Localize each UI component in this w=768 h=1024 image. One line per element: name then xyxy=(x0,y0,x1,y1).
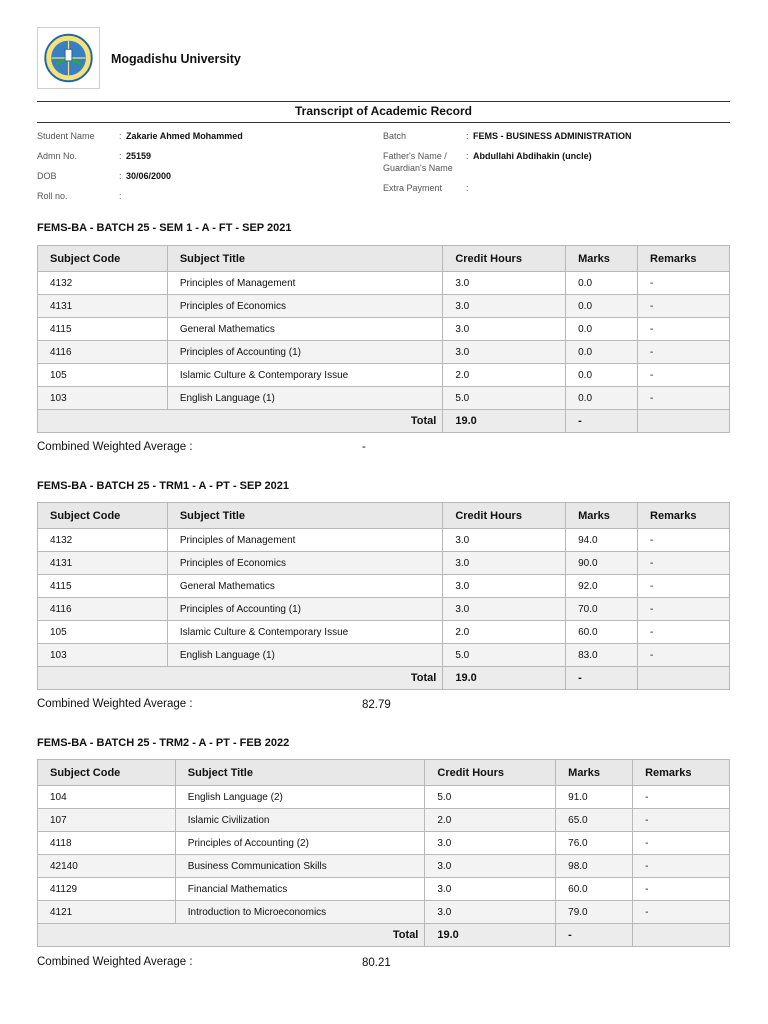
total-marks: - xyxy=(566,410,638,433)
university-name: Mogadishu University xyxy=(111,52,241,66)
table-row xyxy=(38,364,730,387)
total-row xyxy=(38,410,730,433)
marks: 70.0 xyxy=(566,598,638,621)
table-header-row xyxy=(38,760,730,786)
table-row xyxy=(38,575,730,598)
cwa-value: - xyxy=(362,441,366,453)
colon: : xyxy=(466,151,469,161)
remarks: - xyxy=(633,809,730,832)
table-header-row xyxy=(38,246,730,272)
subject-title: Principles of Accounting (1) xyxy=(167,341,443,364)
colon: : xyxy=(466,131,469,141)
guardian-label-line1: Father's Name / xyxy=(383,151,447,161)
dob-value: 30/06/2000 xyxy=(126,171,172,181)
subject-code: 4132 xyxy=(38,272,168,295)
col-header-credit-hours: Credit Hours xyxy=(443,503,566,529)
subject-title: Principles of Economics xyxy=(167,552,443,575)
table-row xyxy=(38,621,730,644)
subject-title: Introduction to Microeconomics xyxy=(175,901,425,924)
total-marks: - xyxy=(566,667,638,690)
subject-code: 4116 xyxy=(38,598,168,621)
cwa-label: Combined Weighted Average : xyxy=(37,956,193,968)
subject-code: 105 xyxy=(38,621,168,644)
marks: 0.0 xyxy=(566,272,638,295)
col-header-credit-hours: Credit Hours xyxy=(425,760,556,786)
marks: 94.0 xyxy=(566,529,638,552)
table-row xyxy=(38,878,730,901)
subject-code: 4116 xyxy=(38,341,168,364)
marks: 0.0 xyxy=(566,318,638,341)
cwa-label: Combined Weighted Average : xyxy=(37,698,193,710)
subject-title: Islamic Culture & Contemporary Issue xyxy=(167,364,443,387)
table-row xyxy=(38,832,730,855)
remarks: - xyxy=(638,364,730,387)
credit-hours: 3.0 xyxy=(443,295,566,318)
marks: 90.0 xyxy=(566,552,638,575)
subject-title: Financial Mathematics xyxy=(175,878,425,901)
col-header-marks: Marks xyxy=(566,503,638,529)
extra-payment-label: Extra Payment xyxy=(383,183,443,193)
subject-title: Principles of Management xyxy=(167,529,443,552)
col-header-subject-title: Subject Title xyxy=(175,760,425,786)
total-label: Total xyxy=(38,924,425,947)
total-credit-hours: 19.0 xyxy=(425,924,556,947)
semester-heading: FEMS-BA - BATCH 25 - SEM 1 - A - FT - SEP 2021 xyxy=(37,222,292,234)
total-remarks xyxy=(638,667,730,690)
subject-code: 4115 xyxy=(38,575,168,598)
credit-hours: 3.0 xyxy=(425,855,556,878)
marks: 0.0 xyxy=(566,387,638,410)
table-row xyxy=(38,295,730,318)
credit-hours: 3.0 xyxy=(425,878,556,901)
credit-hours: 3.0 xyxy=(443,598,566,621)
subject-code: 4121 xyxy=(38,901,176,924)
total-remarks xyxy=(638,410,730,433)
marks: 0.0 xyxy=(566,341,638,364)
roll-label: Roll no. xyxy=(37,191,68,201)
university-logo-seal-icon xyxy=(37,27,100,89)
marks: 65.0 xyxy=(556,809,633,832)
marks: 79.0 xyxy=(556,901,633,924)
credit-hours: 3.0 xyxy=(443,341,566,364)
remarks: - xyxy=(638,644,730,667)
subject-title: Principles of Economics xyxy=(167,295,443,318)
marks: 0.0 xyxy=(566,295,638,318)
total-label: Total xyxy=(38,667,443,690)
subject-title: Principles of Management xyxy=(167,272,443,295)
colon: : xyxy=(119,171,122,181)
total-remarks xyxy=(633,924,730,947)
grades-table-trm1 xyxy=(37,502,730,690)
subject-title: English Language (1) xyxy=(167,644,443,667)
student-info-right xyxy=(383,131,730,211)
marks: 0.0 xyxy=(566,364,638,387)
remarks: - xyxy=(638,387,730,410)
cwa-value: 82.79 xyxy=(362,699,391,711)
col-header-marks: Marks xyxy=(556,760,633,786)
subject-title: English Language (2) xyxy=(175,786,425,809)
total-row xyxy=(38,924,730,947)
subject-title: English Language (1) xyxy=(167,387,443,410)
remarks: - xyxy=(633,878,730,901)
subject-code: 107 xyxy=(38,809,176,832)
marks: 83.0 xyxy=(566,644,638,667)
credit-hours: 3.0 xyxy=(443,318,566,341)
credit-hours: 3.0 xyxy=(443,575,566,598)
table-row xyxy=(38,855,730,878)
grades-table-trm2 xyxy=(37,759,730,947)
semester-heading: FEMS-BA - BATCH 25 - TRM2 - A - PT - FEB 2022 xyxy=(37,737,290,749)
table-row xyxy=(38,552,730,575)
subject-code: 104 xyxy=(38,786,176,809)
col-header-subject-code: Subject Code xyxy=(38,503,168,529)
subject-code: 4115 xyxy=(38,318,168,341)
col-header-credit-hours: Credit Hours xyxy=(443,246,566,272)
col-header-subject-code: Subject Code xyxy=(38,246,168,272)
credit-hours: 2.0 xyxy=(425,809,556,832)
header-rule-bottom xyxy=(37,122,730,123)
colon: : xyxy=(119,151,122,161)
marks: 91.0 xyxy=(556,786,633,809)
remarks: - xyxy=(633,832,730,855)
guardian-value: Abdullahi Abdihakin (uncle) xyxy=(473,151,592,161)
semester-heading: FEMS-BA - BATCH 25 - TRM1 - A - PT - SEP 2021 xyxy=(37,480,290,492)
table-row xyxy=(38,272,730,295)
remarks: - xyxy=(638,552,730,575)
col-header-subject-title: Subject Title xyxy=(167,503,443,529)
subject-title: General Mathematics xyxy=(167,575,443,598)
credit-hours: 5.0 xyxy=(425,786,556,809)
student-name-value: Zakarie Ahmed Mohammed xyxy=(126,131,243,141)
subject-title: Principles of Accounting (1) xyxy=(167,598,443,621)
col-header-remarks: Remarks xyxy=(633,760,730,786)
admn-value: 25159 xyxy=(126,151,152,161)
subject-code: 4131 xyxy=(38,295,168,318)
table-row xyxy=(38,598,730,621)
remarks: - xyxy=(638,598,730,621)
subject-code: 105 xyxy=(38,364,168,387)
credit-hours: 3.0 xyxy=(443,529,566,552)
remarks: - xyxy=(633,855,730,878)
table-row xyxy=(38,318,730,341)
col-header-marks: Marks xyxy=(566,246,638,272)
table-header-row xyxy=(38,503,730,529)
col-header-remarks: Remarks xyxy=(638,503,730,529)
colon: : xyxy=(466,183,469,193)
col-header-subject-title: Subject Title xyxy=(167,246,443,272)
subject-code: 42140 xyxy=(38,855,176,878)
subject-code: 103 xyxy=(38,387,168,410)
credit-hours: 3.0 xyxy=(443,552,566,575)
table-row xyxy=(38,786,730,809)
subject-code: 4132 xyxy=(38,529,168,552)
student-name-label: Student Name xyxy=(37,131,95,141)
remarks: - xyxy=(638,341,730,364)
remarks: - xyxy=(633,786,730,809)
remarks: - xyxy=(638,318,730,341)
credit-hours: 5.0 xyxy=(443,387,566,410)
admn-label: Admn No. xyxy=(37,151,78,161)
subject-title: Business Communication Skills xyxy=(175,855,425,878)
col-header-subject-code: Subject Code xyxy=(38,760,176,786)
subject-title: Islamic Civilization xyxy=(175,809,425,832)
table-row xyxy=(38,809,730,832)
dob-label: DOB xyxy=(37,171,57,181)
table-row xyxy=(38,644,730,667)
cwa-label: Combined Weighted Average : xyxy=(37,441,193,453)
total-row xyxy=(38,667,730,690)
subject-title: Principles of Accounting (2) xyxy=(175,832,425,855)
total-credit-hours: 19.0 xyxy=(443,667,566,690)
marks: 60.0 xyxy=(566,621,638,644)
total-marks: - xyxy=(556,924,633,947)
subject-code: 4131 xyxy=(38,552,168,575)
guardian-label-line2: Guardian's Name xyxy=(383,163,453,173)
credit-hours: 3.0 xyxy=(443,272,566,295)
grades-table-sem1 xyxy=(37,245,730,433)
colon: : xyxy=(119,131,122,141)
batch-value: FEMS - BUSINESS ADMINISTRATION xyxy=(473,131,632,141)
remarks: - xyxy=(638,529,730,552)
batch-label: Batch xyxy=(383,131,407,141)
subject-title: General Mathematics xyxy=(167,318,443,341)
col-header-remarks: Remarks xyxy=(638,246,730,272)
credit-hours: 5.0 xyxy=(443,644,566,667)
subject-title: Islamic Culture & Contemporary Issue xyxy=(167,621,443,644)
credit-hours: 2.0 xyxy=(443,364,566,387)
subject-code: 4118 xyxy=(38,832,176,855)
remarks: - xyxy=(633,901,730,924)
document-title: Transcript of Academic Record xyxy=(295,104,472,118)
table-row xyxy=(38,529,730,552)
remarks: - xyxy=(638,295,730,318)
marks: 60.0 xyxy=(556,878,633,901)
table-row xyxy=(38,387,730,410)
marks: 76.0 xyxy=(556,832,633,855)
marks: 92.0 xyxy=(566,575,638,598)
total-label: Total xyxy=(38,410,443,433)
student-info-left xyxy=(37,131,367,211)
marks: 98.0 xyxy=(556,855,633,878)
subject-code: 41129 xyxy=(38,878,176,901)
remarks: - xyxy=(638,575,730,598)
credit-hours: 3.0 xyxy=(425,901,556,924)
remarks: - xyxy=(638,272,730,295)
subject-code: 103 xyxy=(38,644,168,667)
remarks: - xyxy=(638,621,730,644)
table-row xyxy=(38,341,730,364)
table-row xyxy=(38,901,730,924)
credit-hours: 3.0 xyxy=(425,832,556,855)
colon: : xyxy=(119,191,122,201)
cwa-value: 80.21 xyxy=(362,957,391,969)
credit-hours: 2.0 xyxy=(443,621,566,644)
total-credit-hours: 19.0 xyxy=(443,410,566,433)
header-rule-top xyxy=(37,101,730,102)
